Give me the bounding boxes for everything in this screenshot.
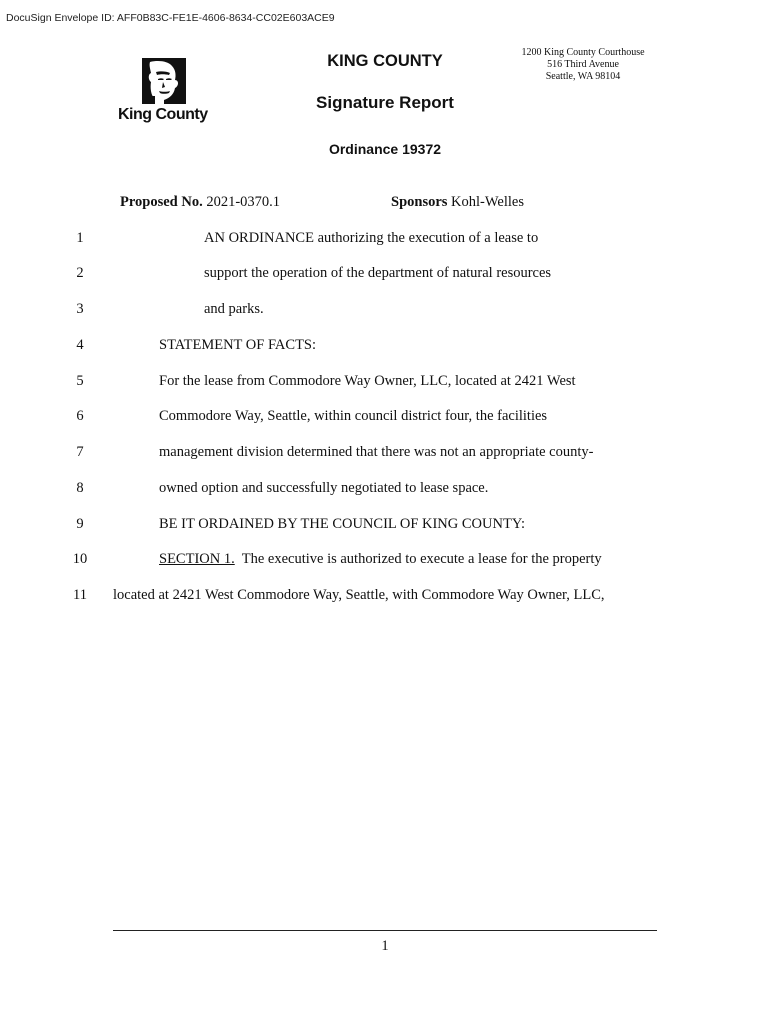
king-county-logo [118, 58, 214, 128]
report-title: Signature Report [316, 93, 454, 112]
courthouse-address [508, 47, 658, 83]
line-number: 5 [76, 373, 84, 389]
line-number: 4 [76, 337, 84, 353]
line-number: 3 [76, 301, 84, 317]
line-number: 9 [76, 516, 84, 532]
ordinance-line: management division determined that there was not an appropriate county- [159, 444, 594, 460]
line-number: 11 [73, 587, 87, 603]
ordinance-line: support the operation of the department of natural resources [204, 265, 552, 281]
line-number: 2 [76, 265, 84, 281]
ordinance-line: and parks. [204, 301, 264, 317]
line-number: 8 [76, 480, 84, 496]
line-number: 10 [72, 551, 88, 567]
line-number: 7 [76, 444, 84, 460]
docusign-envelope-id: DocuSign Envelope ID: AFF0B83C-FE1E-4606-8634-CC02E603ACE9 [6, 12, 335, 24]
proposed-value: 2021-0370.1 [206, 194, 281, 210]
line-number: 1 [76, 230, 84, 246]
line-number: 6 [76, 408, 84, 424]
ordinance-line [159, 551, 602, 568]
ordinance-line: Commodore Way, Seattle, within council district four, the facilities [159, 408, 548, 424]
mlk-portrait-icon [142, 58, 186, 104]
logo-wordmark: King County [118, 106, 208, 123]
address-line: 1200 King County Courthouse [521, 47, 645, 58]
proposed-number [120, 194, 280, 211]
address-line: 516 Third Avenue [547, 59, 619, 70]
county-heading: KING COUNTY [327, 52, 443, 70]
ordinance-line: AN ORDINANCE authorizing the execution of a lease to [204, 230, 539, 246]
address-line: Seattle, WA 98104 [545, 71, 621, 82]
section-text: The executive is authorized to execute a lease for the property [241, 551, 602, 567]
sponsors [391, 194, 524, 211]
ordinance-number: Ordinance 19372 [328, 141, 442, 157]
ordinance-line: For the lease from Commodore Way Owner, LLC, located at 2421 West [159, 373, 576, 389]
proposed-label: Proposed No. [120, 194, 203, 210]
page-number: 1 [381, 938, 389, 954]
section-heading: SECTION 1. [159, 551, 235, 567]
ordinance-line: STATEMENT OF FACTS: [159, 337, 317, 353]
ordinance-line: located at 2421 West Commodore Way, Seattle, with Commodore Way Owner, LLC, [113, 587, 605, 603]
ordinance-line: owned option and successfully negotiated to lease space. [159, 480, 489, 496]
sponsors-label: Sponsors [391, 194, 448, 210]
sponsors-value: Kohl-Welles [451, 194, 524, 210]
footer-divider [113, 930, 657, 931]
ordinance-line: BE IT ORDAINED BY THE COUNCIL OF KING COUNTY: [159, 516, 525, 532]
